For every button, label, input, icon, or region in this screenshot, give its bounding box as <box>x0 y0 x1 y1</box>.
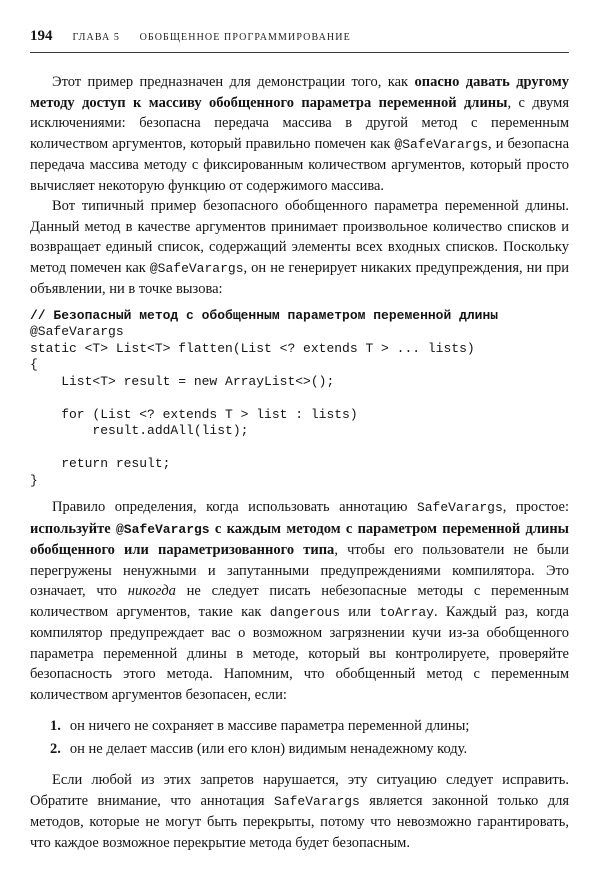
code-line: result.addAll(list); <box>30 423 249 438</box>
text-run-m: @SafeVarargs <box>394 136 489 152</box>
code-line: { <box>30 357 38 372</box>
page-header <box>30 28 569 45</box>
list-item-text: он не делает массив (или его клон) видимым ненадежному коду. <box>69 740 468 757</box>
text-run: Правило определения, когда использовать аннотацию <box>52 499 417 515</box>
chapter-heading <box>73 32 351 43</box>
text-run-b: используйте <box>30 520 116 537</box>
list-item <box>50 716 569 737</box>
text-run-m: SafeVarargs <box>274 793 360 809</box>
list-item <box>50 739 569 760</box>
text-run: или <box>340 603 380 620</box>
text-run: . Каждый раз, когда компилятор предупреждает вас о возможном загрязнении кучи из-за обобщенного параметра переменной длины в методе, который вы контролируете, проверяйте безопасность этого метода. Напомним, что обобщенный метод с переменным количеством аргументов безопасен, если: <box>30 603 569 703</box>
list-item-number: 1. <box>50 718 61 734</box>
paragraph <box>30 497 569 705</box>
list-item-text: он ничего не сохраняет в массиве параметра переменной длины; <box>69 718 470 734</box>
text-run: не следует писать небезопасные методы с переменным количеством аргументов, такие как <box>30 583 569 620</box>
code-line: for (List <? extends T > list : lists) <box>30 406 358 422</box>
code-line <box>30 390 569 407</box>
page-number: 194 <box>30 28 53 44</box>
text-run-m: SafeVarargs <box>416 500 503 515</box>
text-run: Вот типичный пример безопасного обобщенного параметра переменной длины. Данный метод в качестве аргументов принимает произвольное количество списков и возвращает единый список, содержащий элементы всех входных списков. Поскольку метод помечен как <box>30 198 569 276</box>
code-line: static <T> List<T> flatten(List <? extends T > ... lists) <box>30 340 475 356</box>
text-run-b: с каждым методом с параметром переменной длины обобщенного или параметризованного типа <box>30 520 569 558</box>
code-line <box>30 440 569 457</box>
text-run: , чтобы его пользователи не были перегружены ненужными и запутанными предупреждениями компилятора. Это означает, что <box>30 542 569 599</box>
list-item-number: 2. <box>50 740 61 757</box>
text-run-m: @SafeVarargs <box>149 260 244 276</box>
text-run: Этот пример предназначен для демонстрации того, как <box>52 74 415 90</box>
text-run-bm: @SafeVarargs <box>115 521 210 537</box>
code-line: return result; <box>30 456 171 471</box>
text-run: Если любой из этих запретов нарушается, эту ситуацию следует исправить. Обратите внимание, что аннотация <box>30 772 569 809</box>
text-run-b: опасно давать другому методу доступ к массиву обобщенного параметра переменной длины <box>30 74 569 111</box>
text-run: , и безопасна передача массива методу с фиксированным количеством аргументов, который просто вычисляет некоторую функцию от содержимого массива. <box>30 135 570 194</box>
paragraph <box>30 72 569 196</box>
text-run-m: dangerous <box>269 604 340 620</box>
text-run-m: toArray <box>379 604 434 620</box>
chapter-title: ОБОБЩЕННОЕ ПРОГРАММИРОВАНИЕ <box>139 32 351 43</box>
text-run: , он не генерирует никаких предупреждения, ни при объявлении, ни в точке вызова: <box>30 259 569 297</box>
code-block <box>30 308 569 490</box>
code-line: List<T> result = new ArrayList<>(); <box>30 373 335 389</box>
paragraph <box>30 770 569 853</box>
chapter-label: ГЛАВА 5 <box>72 32 120 43</box>
text-run-i: никогда <box>127 583 176 599</box>
text-run: , с двумя исключениями: безопасна передача массива в другой метод с переменным количеством аргументов, который правильно помечен как <box>30 94 570 152</box>
paragraph <box>30 196 569 300</box>
page-content <box>30 72 569 853</box>
text-run: , простое: <box>502 499 570 515</box>
text-run: является законной только для методов, которые не могут быть перекрыты, потому что невозможно гарантировать, что каждое возможное перекрытие метода будет безопасным. <box>30 792 569 851</box>
header-rule <box>30 52 569 53</box>
code-line: // Безопасный метод с обобщенным параметром переменной длины <box>30 307 499 323</box>
numbered-list <box>50 716 569 759</box>
code-line: @SafeVarargs <box>30 324 124 339</box>
code-line: } <box>30 472 38 488</box>
